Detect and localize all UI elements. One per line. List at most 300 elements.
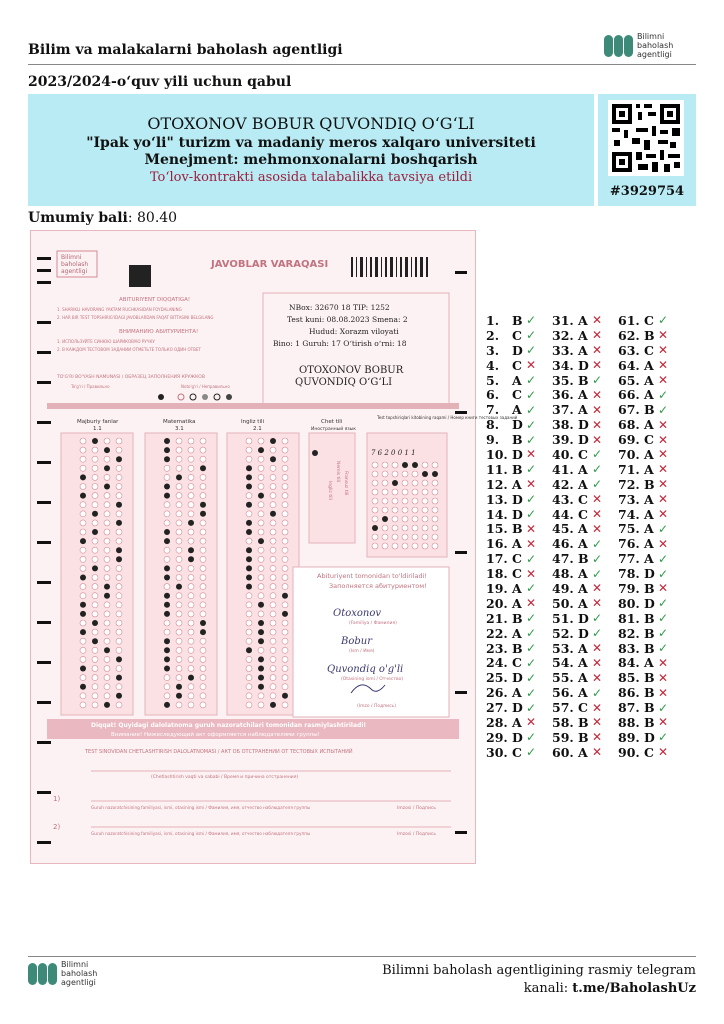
answer-bubble [80, 502, 86, 508]
answer-row [486, 343, 540, 358]
answer-bubble [104, 565, 110, 571]
answer-number: 86. [618, 685, 640, 701]
answer-number: 47. [552, 551, 574, 567]
answer-number: 42. [552, 476, 574, 492]
answer-letter: C [512, 655, 522, 671]
answer-bubble [92, 438, 98, 444]
answer-bubble [176, 511, 182, 517]
answer-bubble [282, 520, 288, 526]
answer-bubble [176, 629, 182, 635]
answer-row [618, 477, 672, 492]
svg-text:agentligi: agentligi [61, 268, 88, 275]
svg-text:Bilimni: Bilimni [61, 254, 82, 261]
cross-icon: ✕ [658, 447, 669, 462]
book-bubble [402, 471, 408, 477]
check-icon: ✓ [526, 402, 537, 417]
answer-bubble [258, 638, 264, 644]
cross-icon: ✕ [592, 507, 603, 522]
answer-bubble [80, 438, 86, 444]
answer-number: 23. [486, 640, 508, 656]
answer-bubble [92, 529, 98, 535]
book-bubble [432, 462, 438, 468]
answer-bubble [258, 593, 264, 599]
book-bubble [372, 489, 378, 495]
answer-row [552, 462, 606, 477]
answer-row [552, 387, 606, 402]
answer-number: 85. [618, 670, 640, 686]
answer-row [552, 655, 606, 670]
section-book: Test topshiriqlari kitobining raqami / Номер книги тестовых заданий [377, 415, 518, 420]
answer-number: 7. [486, 402, 500, 418]
answer-bubble [188, 456, 194, 462]
guruh-label: Guruh: [302, 339, 329, 348]
answer-letter: B [578, 372, 589, 388]
score-value: : 80.40 [127, 210, 178, 226]
answer-bubble [164, 675, 170, 681]
answer-bubble [80, 647, 86, 653]
cross-icon: ✕ [526, 566, 537, 581]
cross-icon: ✕ [592, 328, 603, 343]
answer-row [552, 492, 606, 507]
cross-icon: ✕ [658, 581, 669, 596]
check-icon: ✓ [658, 387, 669, 402]
book-bubble [392, 543, 398, 549]
answer-bubble [258, 684, 264, 690]
answer-bubble [104, 611, 110, 617]
answer-row [552, 432, 606, 447]
check-icon: ✓ [526, 670, 537, 685]
svg-text:Bino: 1 Guruh: 17 O‘tirish o [273, 339, 407, 348]
answer-letter: B [644, 402, 655, 418]
answer-bubble [80, 638, 86, 644]
answer-bubble [80, 529, 86, 535]
answer-bubble [92, 474, 98, 480]
book-bubble [382, 507, 388, 513]
answer-bubble [200, 575, 206, 581]
tip-value: 1252 [370, 303, 390, 312]
answer-bubble [282, 693, 288, 699]
answer-bubble [80, 702, 86, 708]
cross-icon: ✕ [658, 462, 669, 477]
answer-bubble [116, 538, 122, 544]
answer-bubble [176, 456, 182, 462]
answer-bubble [176, 611, 182, 617]
cross-icon: ✕ [658, 536, 669, 551]
answer-bubble [188, 465, 194, 471]
answer-bubble [164, 611, 170, 617]
answer-bubble [116, 474, 122, 480]
answer-number: 6. [486, 387, 500, 403]
section-majburiy: Majburiy fanlar [77, 419, 119, 425]
answer-number: 10. [486, 446, 508, 462]
answer-row [486, 462, 540, 477]
sheet-name-line1: OTOXONOV BOBUR [299, 365, 404, 376]
answer-number: 67. [618, 402, 640, 418]
answer-bubble [270, 565, 276, 571]
answer-bubble [200, 638, 206, 644]
answer-bubble [116, 520, 122, 526]
answer-letter: A [512, 715, 522, 730]
answer-letter: B [644, 715, 655, 730]
answer-bubble [200, 602, 206, 608]
answer-letter: B [644, 640, 655, 656]
book-bubble [402, 543, 408, 549]
answer-number: 5. [486, 372, 500, 388]
check-icon: ✓ [592, 611, 603, 626]
check-icon: ✓ [658, 596, 669, 611]
answer-row [618, 313, 672, 328]
answer-letter: C [512, 551, 522, 567]
answer-bubble [200, 520, 206, 526]
answer-bubble [270, 675, 276, 681]
answer-bubble [116, 593, 122, 599]
answer-letter: A [578, 342, 588, 358]
answer-bubble [104, 511, 110, 517]
answer-bubble [246, 538, 252, 544]
answer-number: 90. [618, 744, 640, 760]
answer-bubble [258, 656, 264, 662]
answer-bubble [200, 493, 206, 499]
answer-bubble [92, 684, 98, 690]
answer-letter: A [578, 595, 588, 611]
answer-bubble [92, 611, 98, 617]
book-bubble [412, 489, 418, 495]
sample-ok: To'g'ri / Правильно [71, 384, 110, 389]
answer-letter: B [512, 461, 523, 477]
book-bubble [412, 534, 418, 540]
answer-bubble [246, 584, 252, 590]
answer-row [618, 417, 672, 432]
answer-bubble [282, 529, 288, 535]
answer-bubble [164, 447, 170, 453]
hudud-label: Hudud: [309, 327, 338, 336]
section-chet: Chet tili [321, 419, 343, 425]
answer-letter: D [512, 729, 523, 745]
answer-bubble [270, 456, 276, 462]
answer-bubble [282, 465, 288, 471]
svg-text:NBox: 32670 18 TIP: 1252 [289, 303, 390, 312]
answer-letter: A [512, 536, 522, 552]
answer-letter: A [512, 580, 522, 596]
answer-number: 53. [552, 640, 574, 656]
answer-row [552, 596, 606, 611]
answer-bubble [258, 538, 264, 544]
instr-title-ru: ВНИМАНИЮ АБИТУРИЕНТА! [119, 329, 199, 335]
cross-icon: ✕ [592, 700, 603, 715]
answer-bubble [246, 447, 252, 453]
answer-letter: D [512, 417, 523, 433]
answer-bubble [282, 611, 288, 617]
seat-value: 18 [396, 339, 407, 348]
answer-row [618, 641, 672, 656]
answer-letter: A [512, 595, 522, 611]
answer-row [618, 626, 672, 641]
answer-bubble [270, 575, 276, 581]
answer-letter: A [644, 387, 654, 403]
book-bubble [372, 498, 378, 504]
answer-letter: A [578, 402, 588, 418]
result-id: #3929754 [609, 184, 685, 199]
answer-bubble [80, 547, 86, 553]
cross-icon: ✕ [592, 596, 603, 611]
answer-row [552, 715, 606, 730]
answer-bubble [116, 438, 122, 444]
answer-letter: D [512, 670, 523, 686]
answer-row [618, 358, 672, 373]
answer-bubble [116, 693, 122, 699]
answer-bubble [200, 684, 206, 690]
answer-bubble [200, 547, 206, 553]
answer-number: 64. [618, 357, 640, 373]
answer-letter: A [578, 476, 588, 492]
book-bubble [432, 507, 438, 513]
answer-bubble [270, 529, 276, 535]
answer-bubble [270, 520, 276, 526]
answer-bubble [282, 474, 288, 480]
answer-bubble [92, 547, 98, 553]
check-icon: ✓ [526, 551, 537, 566]
answer-number: 61. [618, 312, 640, 328]
answer-bubble [200, 629, 206, 635]
answer-bubble [270, 656, 276, 662]
book-bubble [392, 525, 398, 531]
nbox-label: NBox: [289, 303, 313, 312]
cross-icon: ✕ [526, 715, 537, 730]
chet-opt-3: Fransuz tili [343, 471, 348, 496]
answer-row [618, 581, 672, 596]
answer-row [618, 462, 672, 477]
check-icon: ✓ [592, 477, 603, 492]
chet-opt-2: Nemis tili [335, 461, 340, 483]
answer-row [618, 700, 672, 715]
answer-number: 16. [486, 536, 508, 552]
answer-bubble [116, 565, 122, 571]
check-icon: ✓ [526, 507, 537, 522]
answer-letter: A [644, 372, 654, 388]
answer-bubble [282, 575, 288, 581]
answer-bubble [116, 611, 122, 617]
answer-bubble [176, 666, 182, 672]
answer-bubble [246, 638, 252, 644]
answer-bubble [200, 556, 206, 562]
answer-bubble [164, 593, 170, 599]
answer-bubble [200, 465, 206, 471]
answer-bubble [258, 629, 264, 635]
answer-row [618, 536, 672, 551]
chet-bubble-filled [312, 450, 318, 456]
answer-letter: D [644, 566, 655, 582]
answer-row [552, 343, 606, 358]
answer-bubble [176, 602, 182, 608]
cross-icon: ✕ [592, 343, 603, 358]
answer-bubble [92, 465, 98, 471]
answer-bubble [258, 456, 264, 462]
answer-bubble [188, 511, 194, 517]
answer-bubble [92, 638, 98, 644]
answer-bubble [200, 474, 206, 480]
answer-bubble [282, 702, 288, 708]
check-icon: ✓ [592, 685, 603, 700]
cross-icon: ✕ [526, 536, 537, 551]
cross-icon: ✕ [658, 670, 669, 685]
check-icon: ✓ [526, 730, 537, 745]
cross-icon: ✕ [658, 715, 669, 730]
book-bubble [382, 480, 388, 486]
answer-bubble [80, 602, 86, 608]
check-icon: ✓ [526, 387, 537, 402]
answer-letter: A [644, 491, 654, 507]
answer-bubble [104, 656, 110, 662]
book-bubble [382, 543, 388, 549]
answer-bubble [80, 493, 86, 499]
book-bubble [412, 516, 418, 522]
answer-bubble [188, 556, 194, 562]
answer-letter: D [578, 357, 589, 373]
answer-number: 59. [552, 729, 574, 745]
answer-letter: C [578, 506, 588, 522]
answer-bubble [200, 584, 206, 590]
answer-letter: B [512, 610, 523, 626]
answer-bubble [258, 438, 264, 444]
answer-number: 81. [618, 610, 640, 626]
answer-bubble [282, 547, 288, 553]
cross-icon: ✕ [592, 521, 603, 536]
answer-letter: C [644, 744, 654, 760]
book-bubble [412, 498, 418, 504]
answer-bubble [164, 465, 170, 471]
answer-row [486, 328, 540, 343]
check-icon: ✓ [658, 611, 669, 626]
answer-bubble [80, 656, 86, 662]
answer-bubble [200, 447, 206, 453]
answer-number: 48. [552, 566, 574, 582]
answer-letter: B [644, 610, 655, 626]
answer-bubble [282, 656, 288, 662]
answer-number: 9. [486, 432, 500, 448]
book-bubble [402, 480, 408, 486]
book-bubble [422, 507, 428, 513]
answer-bubble [176, 684, 182, 690]
answer-letter: D [512, 700, 523, 716]
telegram-link[interactable]: t.me/BaholashUz [572, 981, 696, 996]
answer-bubble [246, 484, 252, 490]
answer-bubble [80, 456, 86, 462]
sheet-name-line2: QUVONDIQ O‘G‘LI [295, 377, 393, 388]
act-sign-2: Imzosi / Подпись [397, 832, 437, 837]
answer-bubble [246, 647, 252, 653]
answer-bubble [116, 502, 122, 508]
answer-letter: B [644, 670, 655, 686]
answer-letter: C [512, 566, 522, 582]
answer-number: 19. [486, 580, 508, 596]
answer-bubble [104, 474, 110, 480]
answer-letter: C [512, 327, 522, 343]
answer-bubble [104, 629, 110, 635]
answer-bubble [176, 593, 182, 599]
answer-number: 68. [618, 417, 640, 433]
answer-bubble [200, 666, 206, 672]
answer-bubble [258, 529, 264, 535]
act-sign-1: Imzosi / Подпись [397, 806, 437, 811]
answer-bubble [258, 647, 264, 653]
chet-opt-1: Ingliz tili [327, 481, 332, 500]
book-bubble [422, 480, 428, 486]
answer-bubble [80, 447, 86, 453]
answer-bubble [246, 511, 252, 517]
cross-icon: ✕ [658, 655, 669, 670]
answer-letter: A [512, 476, 522, 492]
answer-letter: A [578, 312, 588, 328]
answer-bubble [176, 520, 182, 526]
answer-bubble [258, 556, 264, 562]
answer-bubble [80, 575, 86, 581]
answer-bubble [188, 611, 194, 617]
check-icon: ✓ [526, 313, 537, 328]
book-bubble [402, 507, 408, 513]
answer-bubble [188, 520, 194, 526]
answer-bubble [116, 629, 122, 635]
answer-bubble [104, 693, 110, 699]
answer-number: 78. [618, 566, 640, 582]
answer-bubble [188, 693, 194, 699]
answer-bubble [176, 656, 182, 662]
answer-bubble [116, 602, 122, 608]
answer-bubble [258, 484, 264, 490]
answer-bubble [258, 511, 264, 517]
answer-bubble [246, 593, 252, 599]
answer-bubble [164, 638, 170, 644]
answer-bubble [164, 629, 170, 635]
answer-row [552, 447, 606, 462]
answer-bubble [176, 447, 182, 453]
answer-bubble [246, 666, 252, 672]
answer-bubble [188, 502, 194, 508]
answer-number: 37. [552, 402, 574, 418]
answer-letter: A [644, 446, 654, 462]
answer-bubble [80, 675, 86, 681]
answer-bubble [92, 556, 98, 562]
answer-letter: C [644, 342, 654, 358]
answer-number: 3. [486, 342, 500, 358]
answer-bubble [270, 538, 276, 544]
cross-icon: ✕ [592, 417, 603, 432]
answer-letter: A [644, 551, 654, 567]
answer-bubble [176, 584, 182, 590]
act-observer-1: Guruh nazoratchisining familiyasi, ismi, otasining ismi / Фамилия, имя, отчество наблюдателя группы [91, 805, 311, 810]
answer-bubble [200, 647, 206, 653]
answer-letter: C [644, 312, 654, 328]
answer-bubble [282, 456, 288, 462]
answer-bubble [282, 675, 288, 681]
answer-row [618, 387, 672, 402]
answer-bubble [116, 656, 122, 662]
answer-bubble [80, 693, 86, 699]
guruh-value: 17 [331, 339, 341, 348]
book-bubble [382, 489, 388, 495]
answer-bubble [258, 675, 264, 681]
book-bubble [372, 462, 378, 468]
instr-1: 1. SHARIKLI HAVORANG YAKTAM RUCHKASIDAN FOYDALANING [57, 307, 182, 312]
book-bubble [402, 534, 408, 540]
answer-bubble [258, 547, 264, 553]
book-bubble [412, 507, 418, 513]
answer-row [486, 670, 540, 685]
answer-letter: C [512, 387, 522, 403]
answer-bubble [246, 602, 252, 608]
hudud-value: Xorazm viloyati [339, 327, 399, 336]
book-bubble [372, 534, 378, 540]
answer-row [618, 447, 672, 462]
